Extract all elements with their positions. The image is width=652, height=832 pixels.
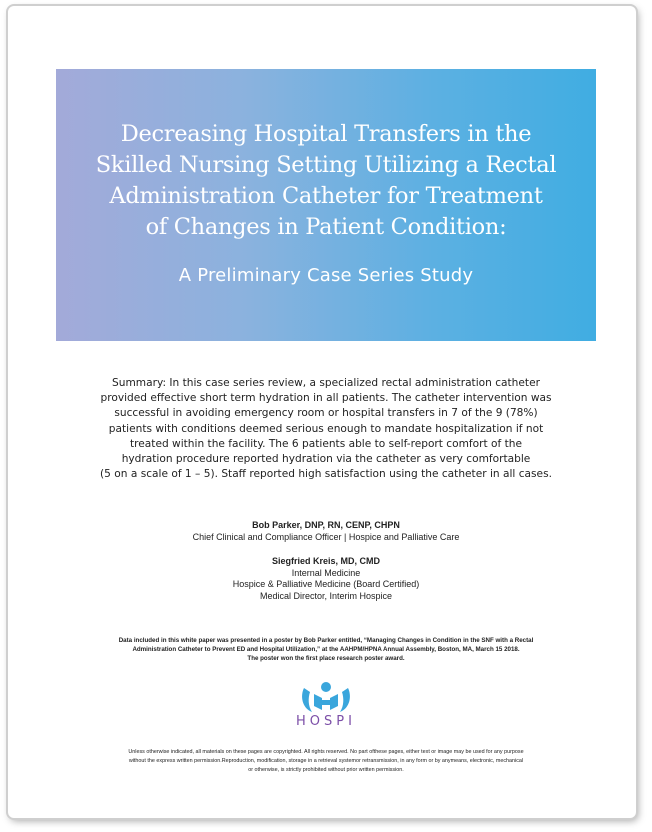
note-line: The poster won the first place research poster award.: [247, 655, 405, 662]
title-line: of Changes in Patient Condition:: [145, 214, 507, 240]
summary-line: provided effective short term hydration in all patients. The catheter intervention was: [100, 392, 552, 405]
summary-line: treated within the facility. The 6 patients able to self-report comfort of the: [130, 437, 522, 450]
author-role: Internal Medicine: [291, 567, 361, 578]
summary-line: successful in avoiding emergency room or hospital transfers in 7 of the 9 (78%): [114, 407, 538, 420]
logo-wordmark: HOSPI: [296, 714, 356, 729]
author-block: [120, 520, 532, 543]
author-block: [120, 556, 532, 602]
summary-line: Summary: In this case series review, a specialized rectal administration catheter: [112, 377, 540, 389]
author-name: Siegfried Kreis, MD, CMD: [271, 556, 381, 566]
note-line: Data included in this white paper was presented in a poster by Bob Parker entitled, “Managing Changes in Condition in the SNF with a Rectal: [118, 637, 534, 644]
title-banner: [56, 69, 596, 341]
title-line: Administration Catheter for Treatment: [109, 183, 543, 209]
note-line: Administration Catheter to Prevent ED and Hospital Utilization,” at the AAHPM/HPNA Annual Assembly, Boston, MA, March 15 2018.: [132, 646, 520, 653]
document-title: [66, 119, 586, 243]
author-role: Hospice & Palliative Medicine (Board Certified): [232, 579, 420, 589]
document-subtitle: A Preliminary Case Series Study: [178, 265, 474, 286]
summary-line: (5 on a scale of 1 – 5). Staff reported high satisfaction using the catheter in all cases.: [100, 468, 552, 481]
title-line: Skilled Nursing Setting Utilizing a Rectal: [95, 152, 557, 178]
author-name: Bob Parker, DNP, RN, CENP, CHPN: [252, 520, 400, 530]
poster-note: [76, 636, 576, 663]
title-line: Decreasing Hospital Transfers in the: [120, 121, 532, 147]
authors-section: [120, 520, 532, 615]
summary-paragraph: [70, 376, 582, 482]
copyright-notice: [76, 748, 576, 775]
summary-line: patients with conditions deemed serious enough to mandate hospitalization if not: [108, 422, 544, 435]
summary-line: hydration procedure reported hydration via the catheter as very comfortable: [121, 453, 531, 466]
author-role: Medical Director, Interim Hospice: [259, 590, 393, 601]
copyright-line: or otherwise, is strictly prohibited without prior written permission.: [248, 767, 404, 773]
copyright-line: without the express written permission.Reproduction, modification, storage in a retrieval systemor retransmission, in any form or by anymeans, electronic, mechanical: [128, 758, 524, 764]
copyright-line: Unless otherwise indicated, all materials on these pages are copyrighted. All rights reserved. No part ofthese pages, either text or image may be used for any purpose: [128, 749, 524, 755]
author-role: Chief Clinical and Compliance Officer | Hospice and Palliative Care: [192, 531, 460, 542]
